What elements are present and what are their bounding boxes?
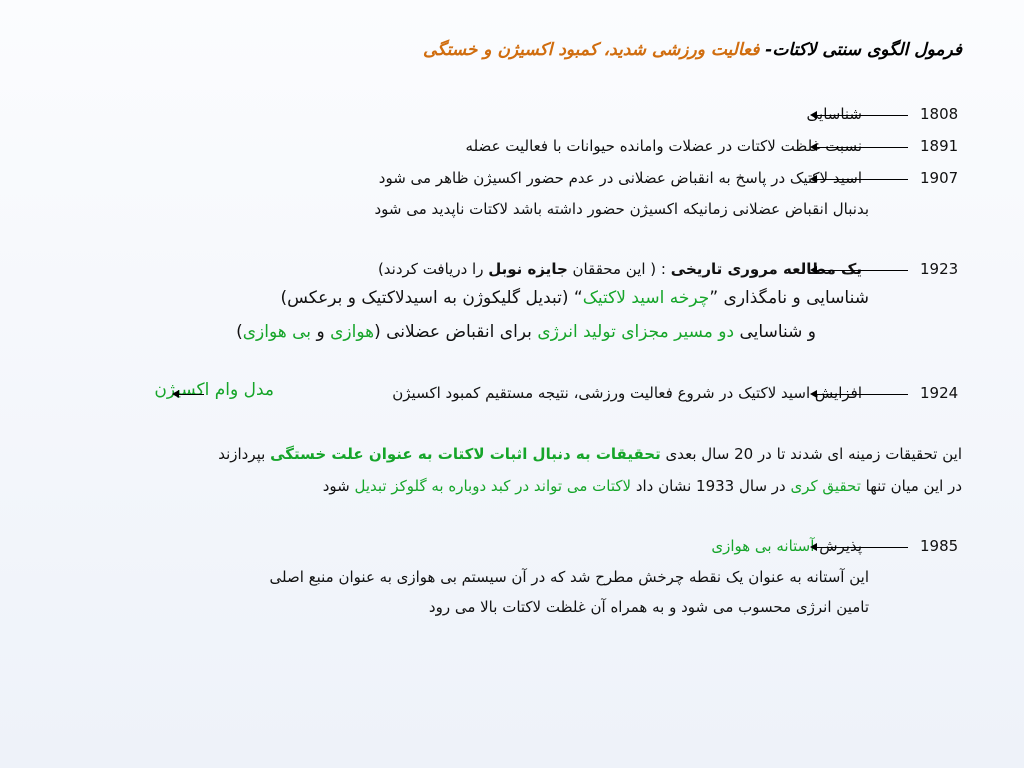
- research-line2: در این میان تنها تحقیق کری در سال 1933 نشان داد لاکتات می تواند در کبد دوباره به گلوکز تبدیل شود: [322, 477, 962, 495]
- text-1923-line2: شناسایی و نامگذاری ”چرخه اسید لاکتیک“ (تبدیل گلیکوژن به اسیدلاکتیک و برعکس): [280, 288, 869, 308]
- text-1985-line3: تامین انرژی محسوب می شود و به همراه آن غلظت لاکتات بالا می رود: [428, 598, 869, 616]
- timeline-line: [862, 394, 908, 395]
- timeline-line: [862, 147, 908, 148]
- text-1923-line1: یک مطالعه مروری تاریخی : ( این محققان جایزه نوبل را دریافت کردند): [377, 260, 862, 278]
- slide-title: [423, 40, 962, 60]
- arrow-icon: [174, 394, 204, 395]
- title-part2: فعالیت ورزشی شدید، کمبود اکسیژن و خستگی: [423, 40, 760, 60]
- oxygen-debt-model-label: مدل وام اکسیژن: [154, 380, 274, 400]
- year-1891: 1891: [920, 137, 959, 155]
- year-1923: 1923: [920, 260, 959, 278]
- timeline-line: [862, 179, 908, 180]
- text-1891: نسبت غلظت لاکتات در عضلات وامانده حیوانات با فعالیت عضله: [465, 137, 862, 155]
- text-1808: شناسایی: [806, 105, 862, 123]
- title-part1: فرمول الگوی سنتی لاکتات-: [759, 40, 962, 60]
- arrow-icon: [812, 270, 862, 271]
- text-1985-line2: این آستانه به عنوان یک نقطه چرخش مطرح شد که در آن سیستم بی هوازی به عنوان منبع اصلی: [269, 568, 869, 586]
- research-line1: این تحقیقات زمینه ای شدند تا در 20 سال بعدی تحقیقات به دنبال اثبات لاکتات به عنوان علت خستگی بپردازند: [218, 445, 962, 463]
- text-1907-line2: بدنبال انقباض عضلانی زمانیکه اکسیژن حضور داشته باشد لاکتات ناپدید می شود: [374, 200, 869, 218]
- year-1907: 1907: [920, 169, 959, 187]
- timeline-line: [862, 270, 908, 271]
- year-1808: 1808: [920, 105, 959, 123]
- timeline-line: [862, 547, 908, 548]
- text-1923-line3: و شناسایی دو مسیر مجزای تولید انرژی برای انقباض عضلانی (هوازی و بی هوازی): [236, 322, 816, 342]
- text-1924: افزایش اسید لاکتیک در شروع فعالیت ورزشی، نتیجه مستقیم کمبود اکسیژن: [392, 384, 862, 402]
- arrow-icon: [812, 147, 862, 148]
- text-1907-line1: اسید لاکتیک در پاسخ به انقباض عضلانی در عدم حضور اکسیژن ظاهر می شود: [378, 169, 862, 187]
- year-1924: 1924: [920, 384, 959, 402]
- timeline-line: [862, 115, 908, 116]
- arrow-icon: [812, 179, 862, 180]
- arrow-icon: [812, 394, 862, 395]
- arrow-icon: [812, 115, 862, 116]
- year-1985: 1985: [920, 537, 959, 555]
- text-1985-line1: پذیرش آستانه بی هوازی: [711, 537, 862, 555]
- arrow-icon: [812, 547, 862, 548]
